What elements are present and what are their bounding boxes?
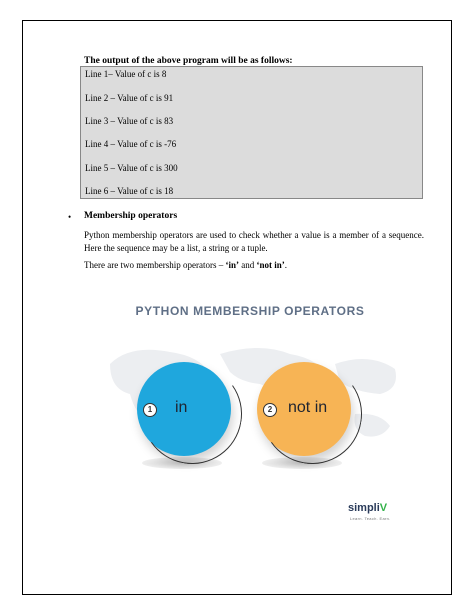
paragraph-definition: Python membership operators are used to check whether a value is a member of a sequence. Here the sequence may be a list, a string or a tuple. xyxy=(84,230,424,253)
output-line-1: Line 1– Value of c is 8 xyxy=(85,69,167,79)
output-heading: The output of the above program will be as follows: xyxy=(84,56,293,66)
operator-not-in-text: ‘not in’ xyxy=(256,260,285,270)
paragraph-operators-prefix: There are two membership operators – xyxy=(84,260,226,270)
operator-in-text: ‘in’ xyxy=(225,260,239,270)
membership-operators-graphic xyxy=(80,292,420,532)
output-box xyxy=(80,66,423,199)
brand-tagline: Learn. Teach. Earn. xyxy=(350,516,391,521)
output-line-6: Line 6 – Value of c is 18 xyxy=(85,186,174,196)
world-map-icon xyxy=(90,334,410,454)
operator-in-label: in xyxy=(175,399,188,416)
section-title: Membership operators xyxy=(84,211,178,221)
operator-not-in-label: not in xyxy=(288,399,328,416)
brand-logo xyxy=(348,502,387,514)
paragraph-operators-suffix: . xyxy=(284,260,287,270)
brand-accent: V xyxy=(379,502,388,514)
operator-not-in-number: 2 xyxy=(263,403,277,417)
output-line-5: Line 5 – Value of c is 300 xyxy=(85,163,178,173)
brand-main: simpli xyxy=(348,502,380,514)
paragraph-operators-mid: and xyxy=(238,260,257,270)
operator-in-number: 1 xyxy=(143,403,157,417)
bullet-icon: • xyxy=(68,212,72,222)
output-line-4: Line 4 – Value of c is -76 xyxy=(85,139,177,149)
paragraph-operators xyxy=(84,259,424,272)
output-line-2: Line 2 – Value of c is 91 xyxy=(85,93,174,103)
graphic-title: PYTHON MEMBERSHIP OPERATORS xyxy=(135,304,365,318)
output-line-3: Line 3 – Value of c is 83 xyxy=(85,116,174,126)
